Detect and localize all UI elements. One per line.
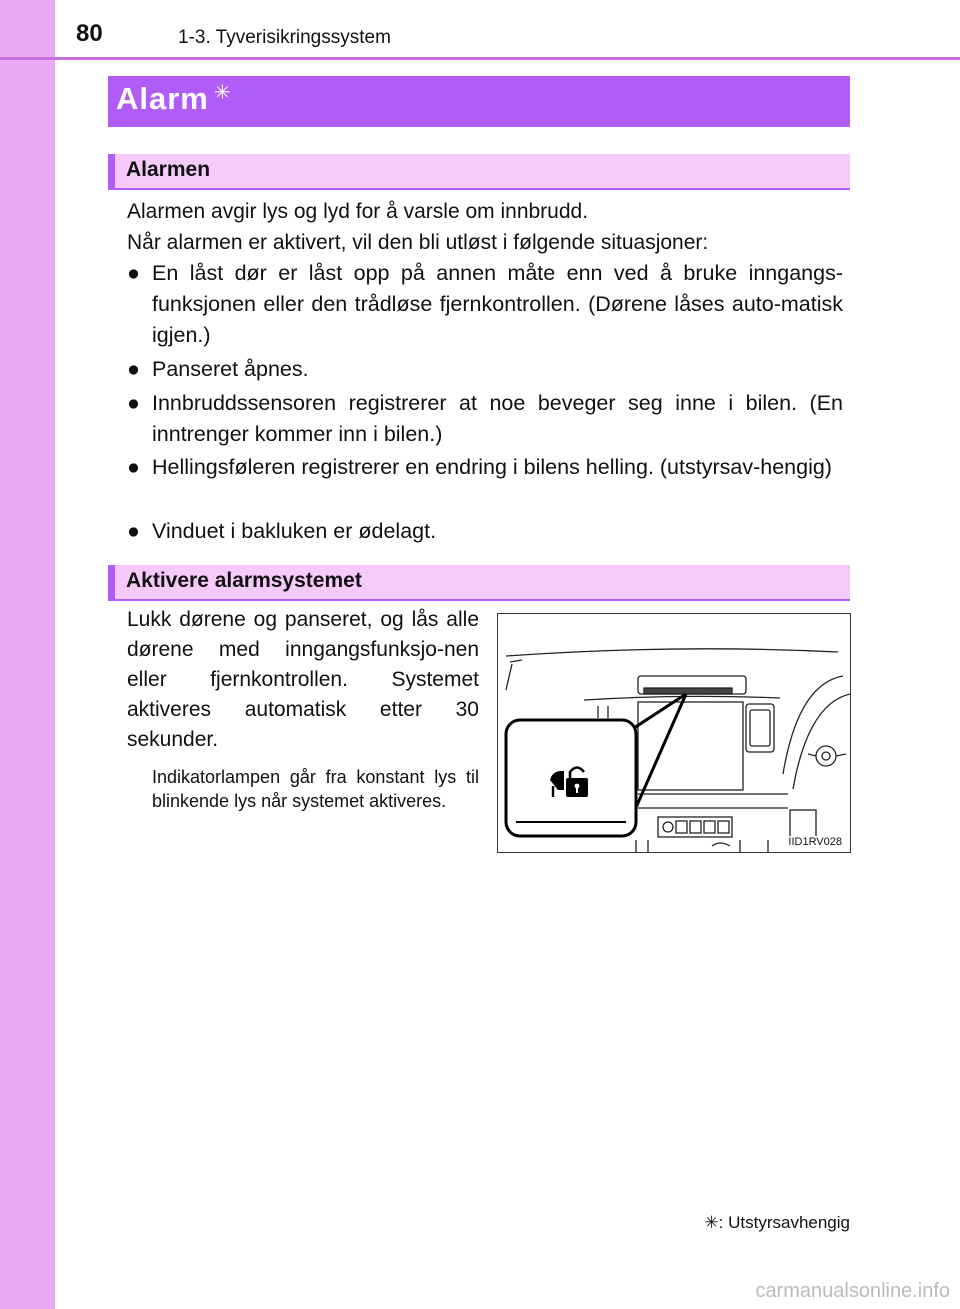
page-number: 80 xyxy=(76,20,103,47)
watermark: carmanualsonline.info xyxy=(755,1280,950,1302)
bullet-icon: ● xyxy=(127,391,140,415)
chapter-side-tab xyxy=(0,0,55,1309)
dashboard-illustration xyxy=(497,613,851,853)
header-rule xyxy=(0,57,960,60)
bullet-icon: ● xyxy=(127,519,140,543)
intro-line-2: Når alarmen er aktivert, vil den bli utløst i følgende situasjoner: xyxy=(127,231,709,254)
section-heading-aktivere: Aktivere alarmsystemet xyxy=(108,565,850,601)
section-heading-alarmen: Alarmen xyxy=(108,154,850,190)
bullet-icon: ● xyxy=(127,357,140,381)
indicator-note: Indikatorlampen går fra konstant lys til blinkende lys når systemet aktiveres. xyxy=(152,767,479,811)
section-label: 1-3. Tyverisikringssystem xyxy=(178,27,391,48)
title-bar xyxy=(108,76,850,127)
dashboard-drawing xyxy=(498,614,850,852)
page-header xyxy=(0,0,960,57)
bullet-icon: ● xyxy=(127,261,140,285)
optional-star-icon: ✳ xyxy=(704,1213,719,1232)
optional-star-icon: ✳ xyxy=(214,82,231,104)
bullet-icon: ● xyxy=(127,455,140,479)
activation-paragraph: Lukk dørene og panseret, og lås alle dørene med inngangsfunksjo-nen eller fjernkontrollen. Systemet aktiveres automatisk etter 30 sekunder. xyxy=(127,608,479,751)
page-title: Alarm xyxy=(116,81,209,116)
footnote: ✳: Utstyrsavhengig xyxy=(704,1213,850,1232)
figure-code: IID1RV028 xyxy=(788,836,842,848)
intro-line-1: Alarmen avgir lys og lyd for å varsle om innbrudd. xyxy=(127,200,589,223)
